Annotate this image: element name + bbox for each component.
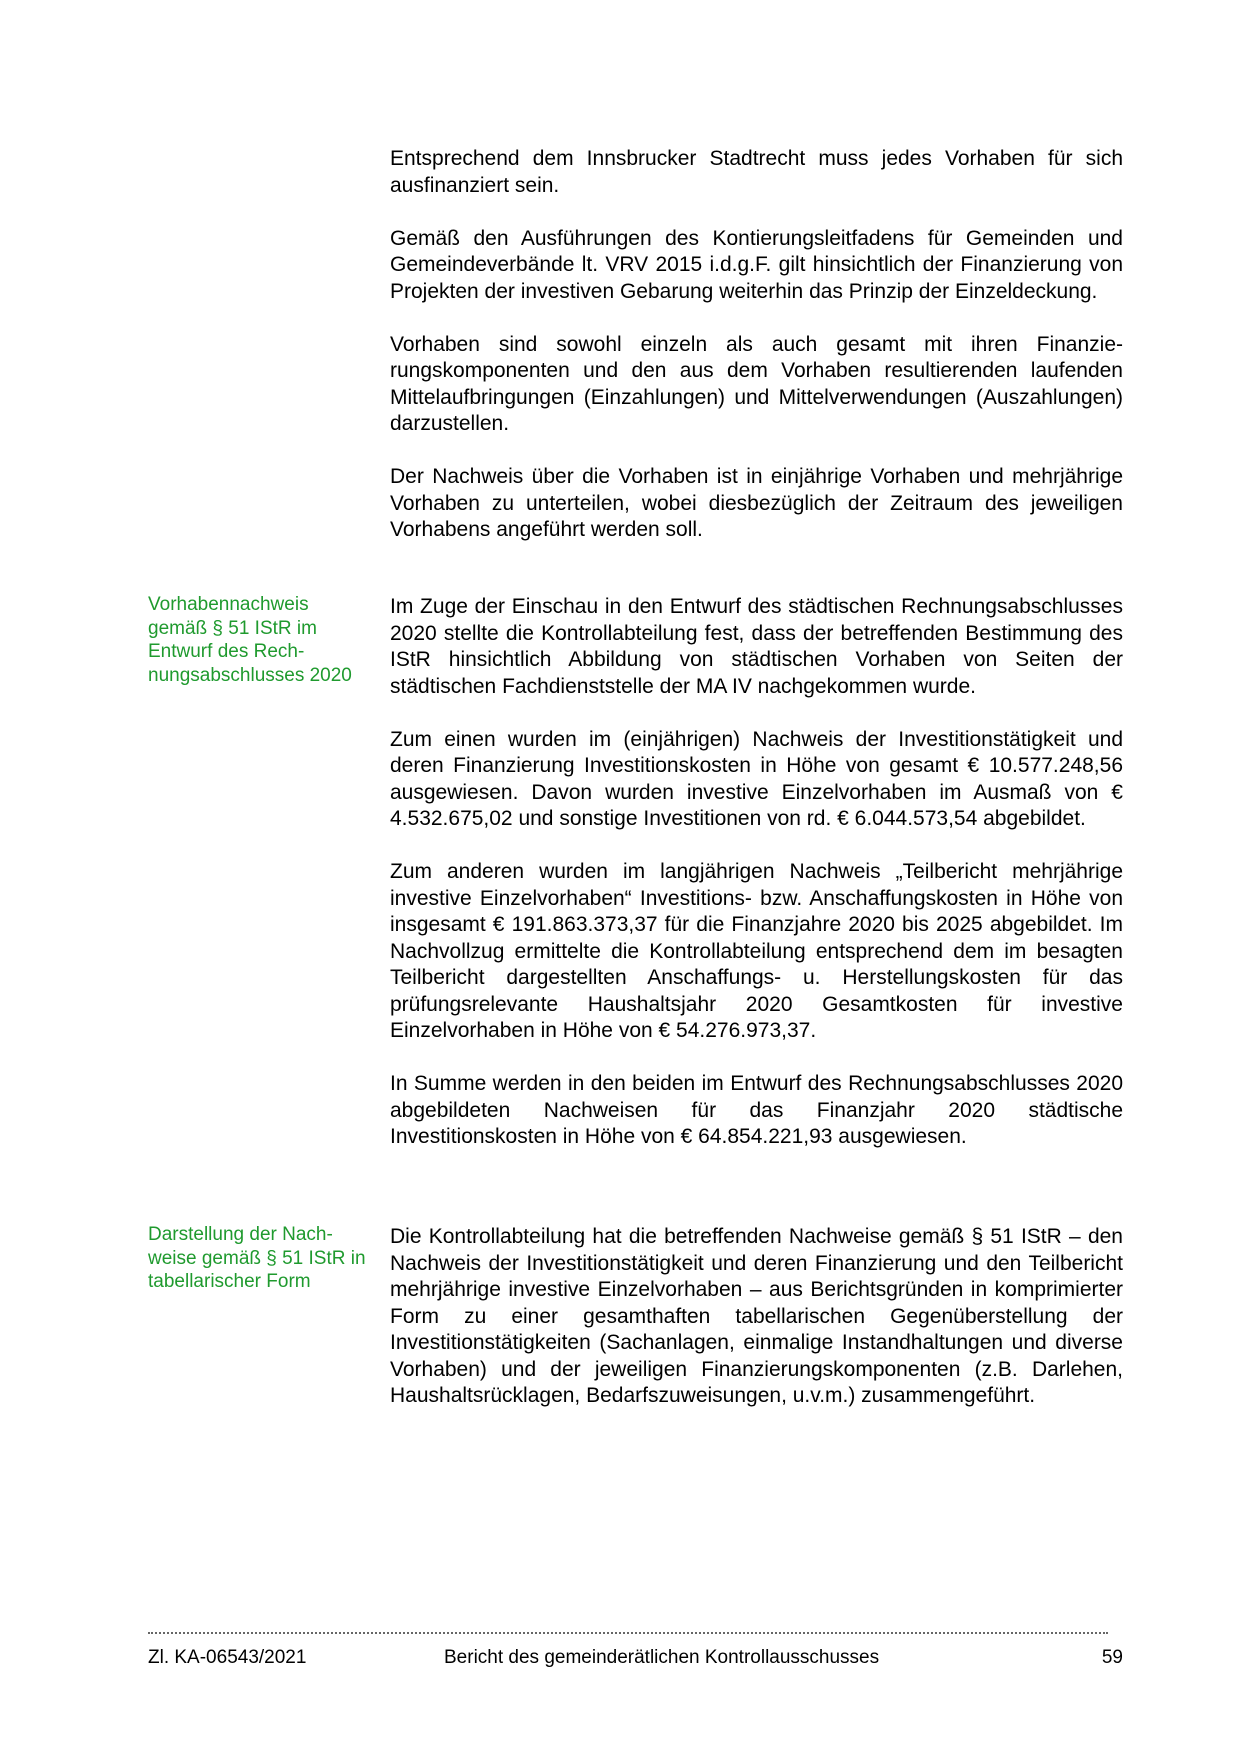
paragraph-finanzierungskomponenten: Vorhaben sind sowohl einzeln als auch gesamt mit ihren Finanzierungskomponenten und den aus dem Vorhaben resultierenden laufenden Mittelaufbringungen (Einzahlungen) und Mittelverwendungen (Auszahlungen) darzustellen. xyxy=(390,332,1123,435)
body-text-middle xyxy=(390,594,1123,1177)
body-text-top xyxy=(390,146,1123,570)
paragraph-tabellarische-darstellung: Die Kontrollabteilung hat die betreffenden Nachweise gemäß § 51 IStR – den Nachweis der Investitionstätigkeit und deren Finanzierung und den Teilbericht mehrjährige investive Einzelvorhaben – aus Berichtsgründen in komprimierter Form zu einer gesamthaften tabellarischen Gegenüberstellung der Investitionstätigkeiten (Sachanlagen, einmalige Instandhaltungen und diverse Vorhaben) und der jeweiligen Finanzierungskomponenten (z.B. Darlehen, Haushaltsrücklagen, Bedarfszuweisungen, u.v.m.) zusammengeführt. xyxy=(390,1225,1123,1407)
footer-divider xyxy=(148,1632,1108,1634)
page-number: 59 xyxy=(1101,1647,1123,1668)
margin-note-darstellung: Darstellung der Nachweise gemäß § 51 IStR in tabellarischer Form xyxy=(148,1224,366,1292)
paragraph-einjaehriger-nachweis: Zum einen wurden im (einjährigen) Nachweis der Investitionstätigkeit und deren Finanzierung Investitionskosten in Höhe von gesamt € 10.577.248,56 ausgewiesen. Davon wurden investive Einzelvorhaben im Ausmaß von € 4.532.675,02 und sonstige Investitionen von rd. € 6.044.573,54 abgebildet. xyxy=(390,727,1123,830)
paragraph-einschau: Im Zuge der Einschau in den Entwurf des städtischen Rechnungsabschlusses 2020 stellte die Kontrollabteilung fest, dass der betreffenden Bestimmung des IStR hinsichtlich Abbildung von städtischen Vorhaben von Seiten der städtischen Fachdienststelle der MA IV nachgekommen wurde. xyxy=(390,595,1123,698)
paragraph-langjaehriger-nachweis: Zum anderen wurden im langjährigen Nachweis „Teilbericht mehrjährige investive Einzelvorhaben“ Investitions- bzw. Anschaffungskosten in Höhe von insgesamt € 191.863.373,37 für die Finanzjahre 2020 bis 2025 abgebildet. Im Nachvollzug ermittelte die Kontrollabteilung entsprechend dem im besagten Teilbericht dargestellten Anschaffungs- u. Herstellungskosten für das prüfungsrelevante Haushaltsjahr 2020 Gesamtkosten für investive Einzelvorhaben in Höhe von € 54.276.973,37. xyxy=(390,860,1123,1042)
paragraph-kontierungsleitfaden: Gemäß den Ausführungen des Kontierungsleitfadens für Gemeinden und Gemeindeverbände lt. VRV 2015 i.d.g.F. gilt hinsichtlich der Finanzierung von Projekten der investiven Gebarung weiterhin das Prinzip der Einzeldeckung. xyxy=(390,226,1123,303)
margin-note-vorhabennachweis: Vorhabennachweis gemäß § 51 IStR im Entwurf des Rechnungsabschlusses 2020 xyxy=(148,594,352,686)
page-footer xyxy=(148,1645,1123,1673)
body-text-bottom xyxy=(390,1224,1123,1436)
footer-title: Bericht des gemeinderätlichen Kontrollausschusses xyxy=(444,1647,880,1668)
paragraph-nachweis-vorhaben: Der Nachweis über die Vorhaben ist in einjährige Vorhaben und mehrjährige Vorhaben zu unterteilen, wobei diesbezüglich der Zeitraum des jeweiligen Vorhabens angeführt werden soll. xyxy=(390,465,1123,541)
footer-reference: Zl. KA-06543/2021 xyxy=(148,1647,307,1668)
paragraph-summe: In Summe werden in den beiden im Entwurf des Rechnungsabschlusses 2020 abgebildeten Nachweisen für das Finanzjahr 2020 städtische Investitionskosten in Höhe von € 64.854.221,93 ausgewiesen. xyxy=(390,1072,1123,1148)
paragraph-stadtrecht: Entsprechend dem Innsbrucker Stadtrecht muss jedes Vorhaben für sich ausfinanziert sein. xyxy=(390,147,1123,197)
